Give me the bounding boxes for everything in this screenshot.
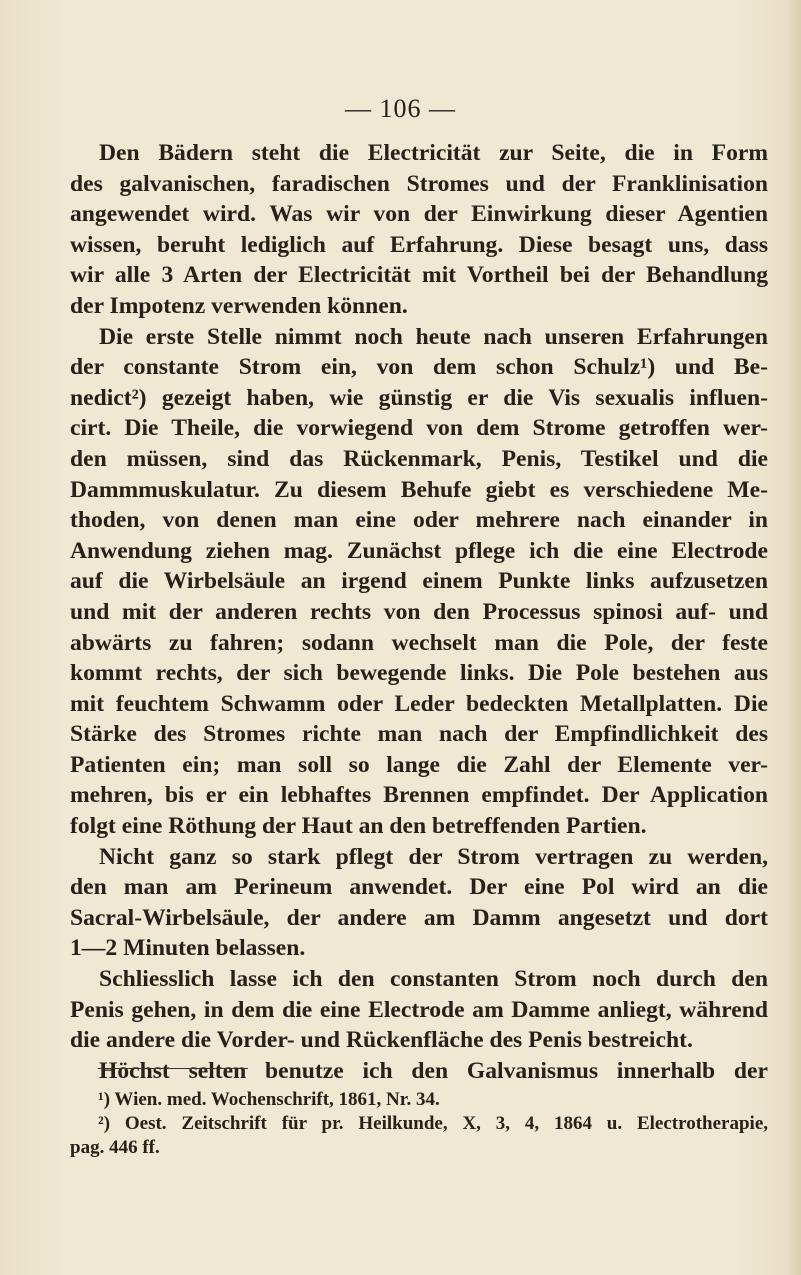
text-line: und mit der anderen rechts von den Processus spinosi auf- und — [70, 598, 768, 625]
text-line: cirt. Die Theile, die vorwiegend von dem Strome getroffen wer- — [70, 415, 768, 442]
text-line: Die erste Stelle nimmt noch heute nach unseren Erfahrungen — [99, 323, 768, 350]
text-line: thoden, von denen man eine oder mehrere nach einander in — [70, 507, 768, 534]
text-line: des galvanischen, faradischen Stromes und der Franklinisation — [70, 170, 768, 197]
text-line: mehren, bis er ein lebhaftes Brennen empfindet. Der Application — [70, 782, 768, 809]
text-line: den man am Perineum anwendet. Der eine Pol wird an die — [70, 874, 768, 901]
body-text — [70, 138, 768, 1086]
text-line: mit feuchtem Schwamm oder Leder bedeckten Metallplatten. Die — [70, 690, 768, 717]
text-line: Schliesslich lasse ich den constanten Strom noch durch den — [99, 966, 768, 993]
text-line: auf die Wirbelsäule an irgend einem Punkte links aufzusetzen — [70, 568, 768, 595]
text-line: abwärts zu fahren; sodann wechselt man die Pole, der feste — [70, 629, 768, 656]
text-line: wir alle 3 Arten der Electricität mit Vortheil bei der Behandlung — [70, 262, 768, 289]
footnote-1: ¹) Wien. med. Wochenschrift, 1861, Nr. 34. — [98, 1089, 440, 1110]
text-line: Patienten ein; man soll so lange die Zahl der Elemente ver- — [70, 751, 768, 778]
text-line: Nicht ganz so stark pflegt der Strom vertragen zu werden, — [99, 843, 768, 870]
text-line: die andere die Vorder- und Rückenfläche des Penis bestreicht. — [70, 1027, 693, 1054]
text-line: nedict²) gezeigt haben, wie günstig er die Vis sexualis influen- — [70, 384, 768, 411]
text-line: kommt rechts, der sich bewegende links. Die Pole bestehen aus — [70, 660, 768, 687]
footnote-divider — [98, 1068, 248, 1069]
text-line: Anwendung ziehen mag. Zunächst pflege ich die eine Electrode — [70, 537, 768, 564]
text-line: wissen, beruht lediglich auf Erfahrung. Diese besagt uns, dass — [70, 231, 768, 258]
page-edge-shadow — [787, 0, 801, 1275]
text-line: den müssen, sind das Rückenmark, Penis, Testikel und die — [70, 445, 768, 472]
text-line: Stärke des Stromes richte man nach der Empfindlichkeit des — [70, 721, 768, 748]
footnote-2: ²) Oest. Zeitschrift für pr. Heilkunde, X, 3, 4, 1864 u. Electrotherapie, — [98, 1113, 768, 1134]
footnotes — [70, 1088, 768, 1160]
text-line: der constante Strom ein, von dem schon Schulz¹) und Be- — [70, 354, 768, 381]
page-number: — 106 — — [345, 94, 456, 123]
text-line: Den Bädern steht die Electricität zur Seite, die in Form — [99, 140, 768, 166]
text-line: Penis gehen, in dem die eine Electrode am Damme anliegt, während — [70, 996, 768, 1023]
footnote-2-continued: pag. 446 ff. — [70, 1137, 160, 1158]
text-line: 1—2 Minuten belassen. — [70, 935, 306, 962]
text-line: der Impotenz verwenden können. — [70, 292, 408, 319]
text-line: Sacral-Wirbelsäule, der andere am Damm angesetzt und dort — [70, 904, 768, 931]
text-line: Höchst selten benutze ich den Galvanismus innerhalb der — [99, 1057, 768, 1084]
text-line: Dammmuskulatur. Zu diesem Behufe giebt es verschiedene Me- — [70, 476, 768, 503]
text-line: angewendet wird. Was wir von der Einwirkung dieser Agentien — [70, 201, 768, 228]
text-line: folgt eine Röthung der Haut an den betreffenden Partien. — [70, 813, 647, 840]
